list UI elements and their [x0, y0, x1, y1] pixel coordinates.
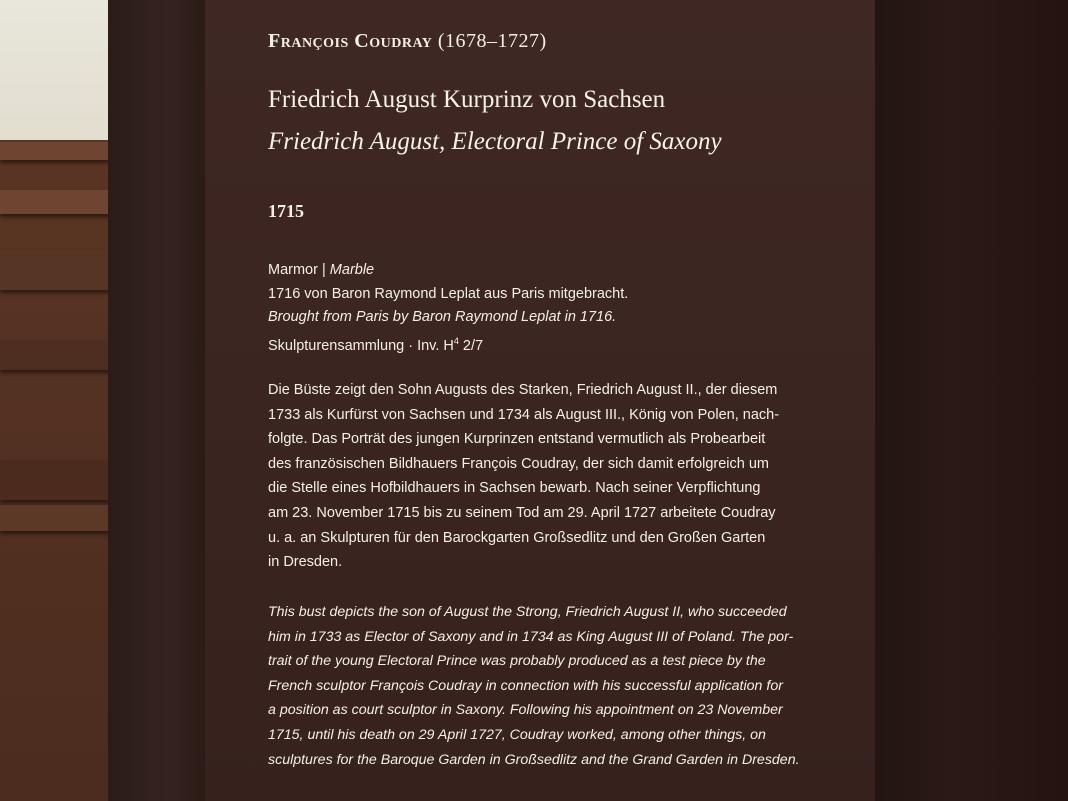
text-line: u. a. an Skulpturen für den Barockgarten Großsedlitz und den Großen Garten	[268, 529, 766, 546]
artwork-year: 1715	[268, 201, 304, 221]
description-english	[268, 600, 824, 772]
material-german: Marmor	[268, 262, 318, 278]
material-separator: |	[321, 262, 326, 278]
provenance-german: 1716 von Baron Raymond Leplat aus Paris mitgebracht.	[268, 285, 629, 302]
text-line: die Stelle eines Hofbildhauers in Sachsen bewarb. Nach seiner Verpflichtung	[268, 480, 761, 497]
inventory-superscript: 4	[453, 335, 459, 346]
provenance-english: Brought from Paris by Baron Raymond Leplat in 1716.	[268, 309, 617, 325]
text-line: a position as court sculptor in Saxony. Following his appointment on 23 November	[268, 702, 783, 719]
material-english: Marble	[329, 262, 375, 278]
text-line: 1715, until his death on 29 April 1727, Coudray worked, among other things, on	[268, 726, 766, 743]
background-wall	[0, 0, 120, 801]
title-german: Friedrich August Kurprinz von Sachsen	[268, 86, 666, 113]
wall-molding	[0, 190, 115, 214]
text-line: Die Büste zeigt den Sohn Augusts des Starken, Friedrich August II., der diesem	[268, 382, 778, 398]
description-german	[268, 378, 824, 575]
text-line: 1733 als Kurfürst von Sachsen und 1734 als August III., König von Polen, nach-	[268, 406, 780, 423]
text-line: am 23. November 1715 bis zu seinem Tod am 29. April 1727 arbeitete Coudray	[268, 504, 776, 521]
artist-name: François Coudray	[268, 30, 433, 52]
wall-molding	[0, 340, 115, 370]
text-line: in Dresden.	[268, 554, 343, 571]
plinth-side-left	[108, 0, 208, 801]
wall-molding	[0, 505, 115, 531]
artist-dates: (1678–1727)	[437, 30, 547, 52]
text-line: des französischen Bildhauers François Coudray, der sich damit erfolgreich um	[268, 455, 770, 472]
text-line: trait of the young Electoral Prince was probably produced as a test piece by the	[268, 653, 766, 670]
text-line: This bust depicts the son of August the Strong, Friedrich August II, who succeeded	[268, 604, 787, 620]
wall-molding	[0, 250, 115, 290]
text-line: him in 1733 as Elector of Saxony and in 1734 as King August III of Poland. The por-	[268, 628, 794, 645]
museum-label-panel	[205, 0, 875, 801]
text-line: sculptures for the Baroque Garden in Großsedlitz and the Grand Garden in Dresden.	[268, 751, 800, 768]
inventory-suffix: 2/7	[458, 337, 484, 354]
text-line: French sculptor François Coudray in connection with his successful application for	[268, 677, 783, 694]
artist-heading	[268, 30, 547, 53]
plinth-side-right	[872, 0, 1068, 801]
inventory-line	[268, 330, 628, 358]
wall-molding	[0, 460, 115, 500]
artwork-metadata	[268, 259, 628, 358]
material-line	[268, 259, 628, 283]
title-english: Friedrich August, Electoral Prince of Saxony	[268, 128, 722, 155]
inventory-prefix: Skulpturensammlung · Inv. H	[268, 337, 454, 354]
text-line: folgte. Das Porträt des jungen Kurprinzen entstand vermutlich als Probearbeit	[268, 431, 766, 448]
wall-molding	[0, 142, 115, 160]
